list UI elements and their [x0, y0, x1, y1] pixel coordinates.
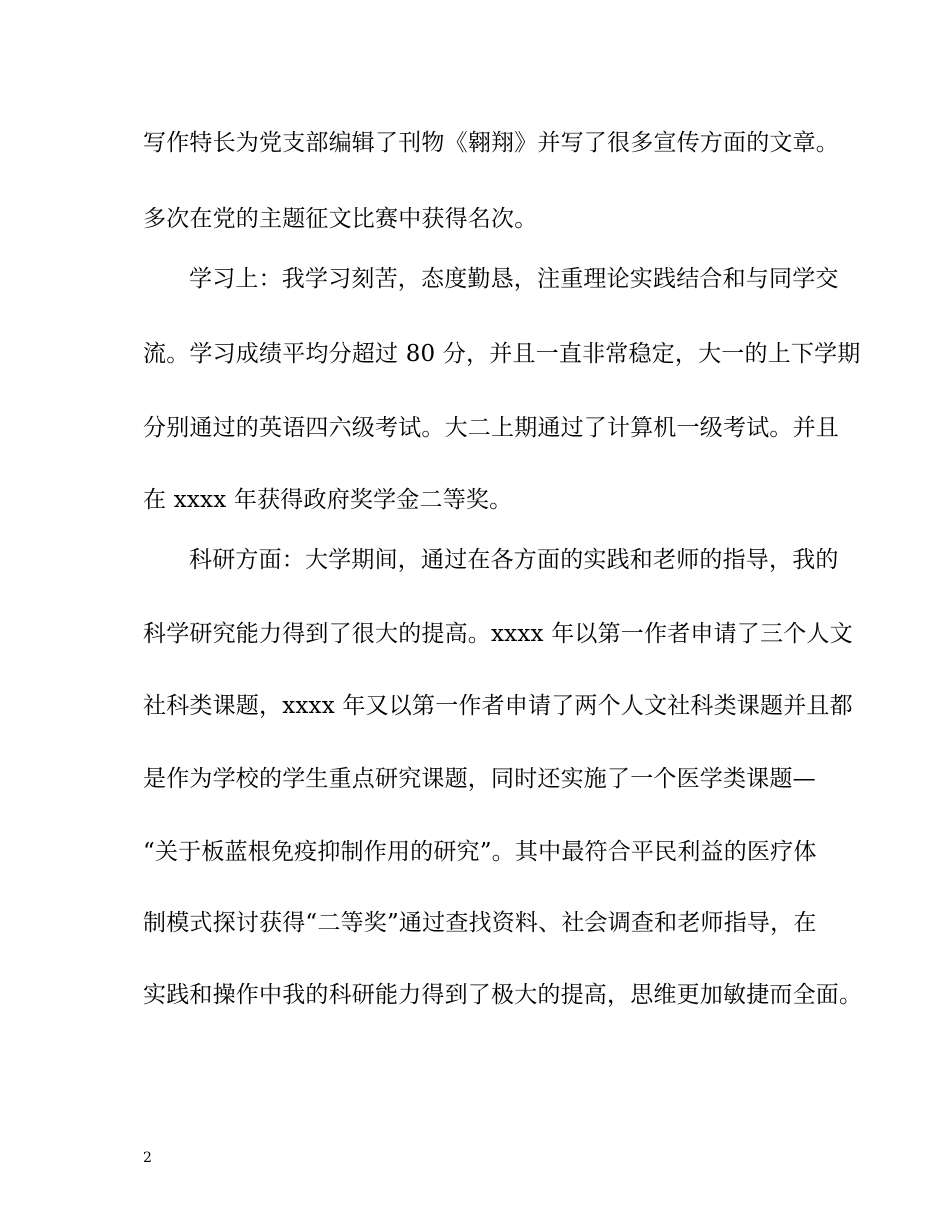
page-number: 2: [143, 1150, 152, 1166]
paragraph-line: 流。学习成绩平均分超过 80 分，并且一直非常稳定，大一的上下学期: [143, 341, 861, 367]
paragraph-line: 写作特长为党支部编辑了刊物《翱翔》并写了很多宣传方面的文章。: [143, 130, 839, 156]
paragraph-line: “关于板蓝根免疫抑制作用的研究”。其中最符合平民利益的医疗体: [143, 839, 817, 865]
paragraph-line: 分别通过的英语四六级考试。大二上期通过了计算机一级考试。并且: [143, 415, 839, 441]
paragraph-line: 制模式探讨获得“二等奖”通过查找资料、社会调查和老师指导，在: [143, 910, 817, 936]
paragraph-line: 社科类课题，xxxx 年又以第一作者申请了两个人文社科类课题并且都: [143, 693, 853, 719]
paragraph-line: 在 xxxx 年获得政府奖学金二等奖。: [143, 487, 513, 513]
paragraph-line: 科研方面：大学期间，通过在各方面的实践和老师的指导，我的: [189, 547, 839, 573]
paragraph-line: 学习上：我学习刻苦，态度勤恳，注重理论实践结合和与同学交: [189, 266, 839, 292]
paragraph-line: 多次在党的主题征文比赛中获得名次。: [143, 206, 538, 232]
paragraph-line: 科学研究能力得到了很大的提高。xxxx 年以第一作者申请了三个人文: [143, 621, 853, 647]
paragraph-line: 是作为学校的学生重点研究课题，同时还实施了一个医学类课题—: [143, 766, 816, 792]
paragraph-line: 实践和操作中我的科研能力得到了极大的提高，思维更加敏捷而全面。: [143, 982, 863, 1008]
